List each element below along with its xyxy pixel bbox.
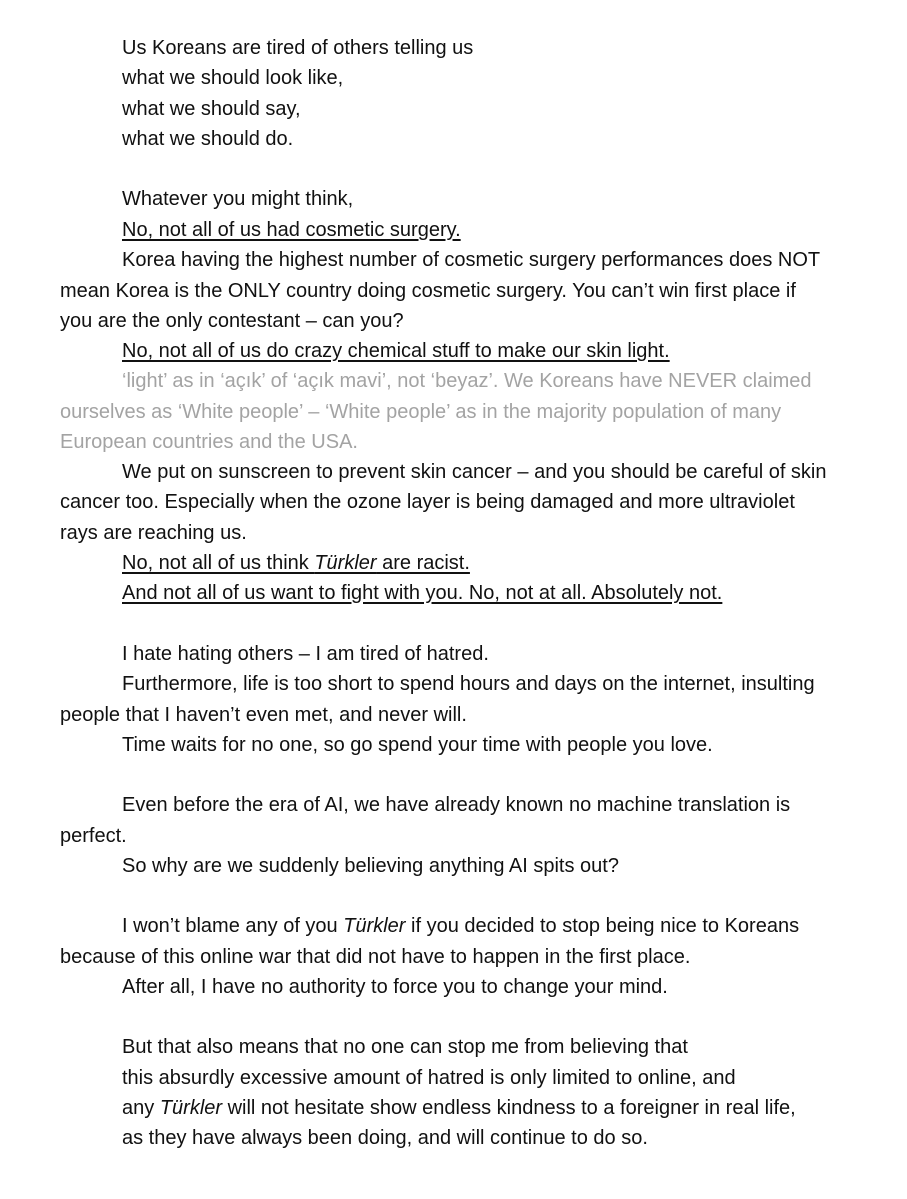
text-line: Korea having the highest number of cosmetic surgery performances does NOT xyxy=(122,249,821,271)
text-line: because of this online war that did not have to happen in the first place. xyxy=(60,946,691,968)
text-line: as they have always been doing, and will continue to do so. xyxy=(122,1127,648,1149)
text-line xyxy=(122,1093,882,1123)
text-line: We put on sunscreen to prevent skin cancer – and you should be careful of skin xyxy=(122,461,827,483)
text-line: you are the only contestant – can you? xyxy=(60,310,404,332)
italic-word: Türkler xyxy=(314,552,377,574)
italic-word: Türkler xyxy=(159,1097,223,1119)
underlined-heading xyxy=(122,336,882,366)
text-line: Even before the era of AI, we have already known no machine translation is xyxy=(122,794,791,816)
text-segment: I won’t blame any of you xyxy=(122,915,344,937)
muted-note-line: European countries and the USA. xyxy=(60,431,358,453)
text-line: Time waits for no one, so go spend your time with people you love. xyxy=(122,734,713,756)
poem-line: what we should do. xyxy=(122,128,294,150)
poem-line: Us Koreans are tired of others telling us xyxy=(122,37,474,59)
poem-line: what we should say, xyxy=(122,98,301,120)
underlined-heading xyxy=(122,548,882,578)
text-line: perfect. xyxy=(60,825,127,847)
underlined-text xyxy=(122,552,470,574)
text-line: I hate hating others – I am tired of hatred. xyxy=(122,643,489,665)
muted-note-line: ‘light’ as in ‘açık’ of ‘açık mavi’, not ‘beyaz’. We Koreans have NEVER claimed xyxy=(122,370,812,392)
text-line: mean Korea is the ONLY country doing cosmetic surgery. You can’t win first place if xyxy=(60,280,796,302)
muted-note-line: ourselves as ‘White people’ – ‘White people’ as in the majority population of many xyxy=(60,401,782,423)
text-line xyxy=(122,911,882,941)
poem-line: what we should look like, xyxy=(122,67,344,89)
text-line: So why are we suddenly believing anything AI spits out? xyxy=(122,855,619,877)
text-line: rays are reaching us. xyxy=(60,522,247,544)
underlined-heading xyxy=(122,215,882,245)
text-segment: will not hesitate show endless kindness to a foreigner in real life, xyxy=(222,1097,796,1119)
italic-word: Türkler xyxy=(343,915,406,937)
underlined-heading xyxy=(122,578,882,608)
text-segment: are racist. xyxy=(376,552,470,574)
text-line: Furthermore, life is too short to spend hours and days on the internet, insulting xyxy=(122,673,815,695)
text-line: But that also means that no one can stop me from believing that xyxy=(122,1036,688,1058)
text-line: cancer too. Especially when the ozone layer is being damaged and more ultraviolet xyxy=(60,491,795,513)
text-line: people that I haven’t even met, and never will. xyxy=(60,704,467,726)
underlined-text: And not all of us want to fight with you. No, not at all. Absolutely not. xyxy=(122,582,723,604)
text-segment: if you decided to stop being nice to Koreans xyxy=(405,915,800,937)
text-segment: any xyxy=(122,1097,160,1119)
text-line: this absurdly excessive amount of hatred is only limited to online, and xyxy=(122,1067,736,1089)
underlined-text: No, not all of us had cosmetic surgery. xyxy=(122,219,461,241)
underlined-text: No, not all of us do crazy chemical stuff to make our skin light. xyxy=(122,340,670,362)
text-line: Whatever you might think, xyxy=(122,188,354,210)
text-segment: No, not all of us think xyxy=(122,552,315,574)
text-line: After all, I have no authority to force you to change your mind. xyxy=(122,976,668,998)
